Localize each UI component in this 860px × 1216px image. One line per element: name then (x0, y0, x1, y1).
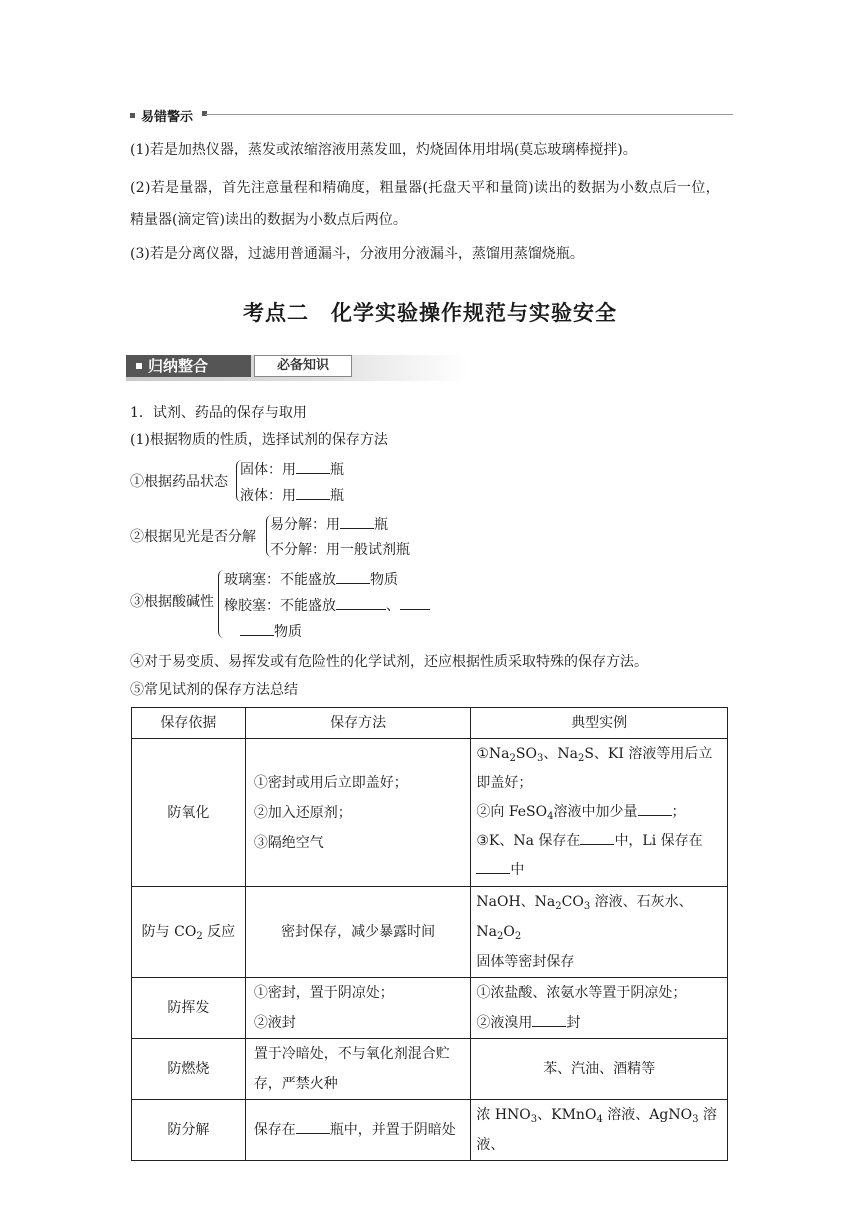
table-cell: NaOH、$Na_2CO_3$ 溶液、石灰水、$Na_2O_2$ 固体等密封保存 (471, 887, 728, 978)
warning-item: (2)若是量器，首先注意量程和精确度，粗量器(托盘天平和量筒)读出的数据为小数点后一位， (130, 180, 720, 196)
table-header: 典型实例 (471, 708, 728, 739)
table-cell: 防挥发 (132, 978, 246, 1039)
section-banner (126, 355, 468, 381)
rule-option: 不分解：用一般试剂瓶 (270, 542, 410, 558)
table-cell: 苯、汽油、酒精等 (471, 1039, 728, 1100)
table-cell: ①浓盐酸、浓氨水等置于阴凉处； ②液溴用 封 (471, 978, 728, 1039)
warning-title: 易错警示 (141, 110, 194, 125)
rule-label: ②根据见光是否分解 (130, 529, 256, 545)
table-cell: ①密封，置于阴凉处； ②液封 (245, 978, 471, 1039)
rule-option: 玻璃塞：不能盛放 物质 (224, 569, 398, 590)
table-row (132, 1100, 728, 1161)
table-cell: 密封保存，减少暴露时间 (245, 887, 471, 978)
table-cell: ①密封或用后立即盖好； ②加入还原剂； ③隔绝空气 (245, 739, 471, 887)
table-header: 保存方法 (245, 708, 471, 739)
table-cell: 保存在 瓶中，并置于阴暗处 (245, 1100, 471, 1161)
blank (532, 1012, 566, 1027)
table-cell: 防燃烧 (132, 1039, 246, 1100)
rule-text: ④对于易变质、易挥发或有危险性的化学试剂，还应根据性质采取特殊的保存方法。 (130, 654, 648, 670)
banner-main: 归纳整合 (126, 355, 251, 377)
blank (240, 621, 274, 636)
table-header-row (132, 708, 728, 739)
table-row (132, 739, 728, 887)
rule-label: ①根据药品状态 (130, 474, 228, 490)
sub-heading: (1)根据物质的性质，选择试剂的保存方法 (130, 432, 388, 448)
blank (336, 569, 370, 584)
blank (476, 859, 510, 874)
divider (205, 114, 733, 115)
warning-header (130, 106, 193, 125)
table-cell: 防分解 (132, 1100, 246, 1161)
rule-option: 橡胶塞：不能盛放 、 (224, 595, 430, 616)
table-header: 保存依据 (132, 708, 246, 739)
section-title: 考点二 化学实验操作规范与实验安全 (243, 301, 617, 325)
rule-option: 固体：用 瓶 (240, 459, 344, 480)
blank (336, 595, 386, 610)
rule-option: 易分解：用 瓶 (270, 514, 388, 535)
rule-label: ③根据酸碱性 (130, 594, 214, 610)
rule-option: 物质 (240, 621, 302, 642)
blank (580, 830, 614, 845)
table-cell: 浓 $HNO_3$、KMnO$_4$ 溶液、AgNO$_3$ 溶液、 (471, 1100, 728, 1161)
warning-item: (3)若是分离仪器，过滤用普通漏斗，分液用分液漏斗，蒸馏用蒸馏烧瓶。 (130, 246, 584, 262)
table-cell: 防氧化 (132, 739, 246, 887)
storage-table (131, 707, 728, 1161)
table-row (132, 887, 728, 978)
banner-sub: 必备知识 (254, 355, 352, 377)
rule-option: 液体：用 瓶 (240, 485, 344, 506)
table-row (132, 978, 728, 1039)
table-cell: $①Na_2SO_3$、$Na_2S$、KI 溶液等用后立 即盖好； ②向 FeSO$_4$溶液中加少量 ； ③K、Na 保存在 中，Li 保存在 中 (471, 739, 728, 887)
blank (296, 1119, 330, 1134)
table-cell: 防与 $CO_2$ 反应 (132, 887, 246, 978)
blank (638, 801, 672, 816)
table-row (132, 1039, 728, 1100)
blank (296, 459, 330, 474)
blank (296, 485, 330, 500)
square-bullet-icon (130, 113, 135, 118)
blank (400, 595, 430, 610)
rule-text: ⑤常见试剂的保存方法总结 (130, 682, 298, 698)
warning-item: 精量器(滴定管)读出的数据为小数点后两位。 (130, 212, 407, 228)
warning-item: (1)若是加热仪器，蒸发或浓缩溶液用蒸发皿，灼烧固体用坩埚(莫忘玻璃棒搅拌)。 (130, 142, 637, 158)
heading: 1．试剂、药品的保存与取用 (130, 405, 307, 421)
blank (340, 514, 374, 529)
table-cell: 置于冷暗处，不与氧化剂混合贮 存，严禁火种 (245, 1039, 471, 1100)
